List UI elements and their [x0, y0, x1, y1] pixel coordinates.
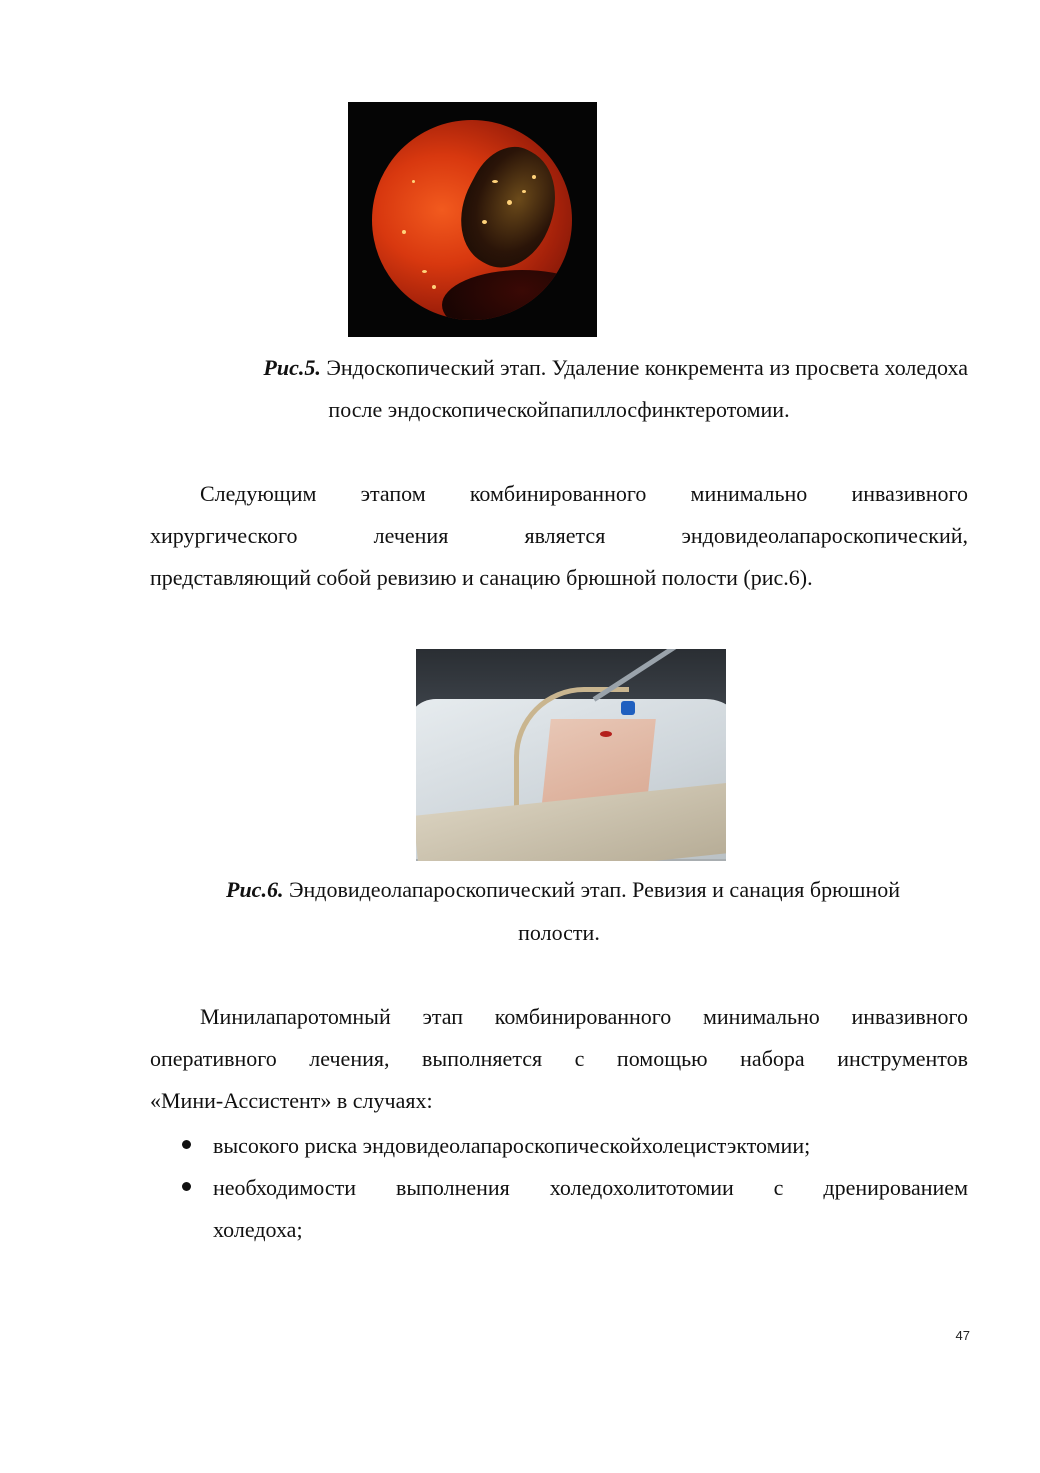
list-item-line-1: высокого риска эндовидеолапароскопическойхолецистэктомии;: [213, 1133, 811, 1158]
paragraph-2: [150, 996, 968, 1122]
figure6-caption-line1: Рис.6. Эндовидеолапароскопический этап. Ревизия и санация брюшной: [226, 877, 900, 902]
indications-list: [150, 1125, 968, 1251]
instrument-clamp: [621, 701, 635, 715]
paragraph-2-line-2: оперативного лечения, выполняется с помощью набора инструментов: [150, 1046, 968, 1071]
list-item: [150, 1167, 968, 1251]
operation-photo: [416, 649, 726, 861]
bullet-icon: [182, 1140, 191, 1149]
paragraph-2-line-1: Минилапаротомный этап комбинированного минимально инвазивного: [200, 1004, 968, 1029]
page-number: 47: [955, 1328, 970, 1343]
calculus: [441, 134, 572, 282]
figure6-caption-line2: полости.: [518, 920, 600, 945]
paragraph-1-line-3: представляющий собой ревизию и санацию брюшной полости (рис.6).: [150, 565, 813, 590]
endoscope-lens-view: [372, 120, 572, 320]
paragraph-1: [150, 473, 968, 599]
bullet-icon: [182, 1182, 191, 1191]
paragraph-2-line-3: «Мини-Ассистент» в случаях:: [150, 1088, 433, 1113]
figure5-caption-line2: после эндоскопическойпапиллосфинктеротомии.: [328, 397, 790, 422]
figure5-caption-label: Рис.5.: [263, 355, 321, 380]
paragraph-1-line-2: хирургического лечения является эндовидеолапароскопический,: [150, 523, 968, 548]
list-item-line-1: необходимости выполнения холедохолитотомии с дренированием: [213, 1175, 968, 1200]
endoscopic-image: [348, 102, 597, 337]
paragraph-1-line-1: Следующим этапом комбинированного минимально инвазивного: [200, 481, 968, 506]
figure5-caption-line1: Рис.5. Эндоскопический этап. Удаление конкремента из просвета холедоха: [263, 355, 968, 380]
figure6-caption-label: Рис.6.: [226, 877, 284, 902]
list-item-line-2: холедоха;: [213, 1217, 303, 1242]
list-item: [150, 1125, 968, 1167]
mucosal-fold: [442, 270, 572, 320]
